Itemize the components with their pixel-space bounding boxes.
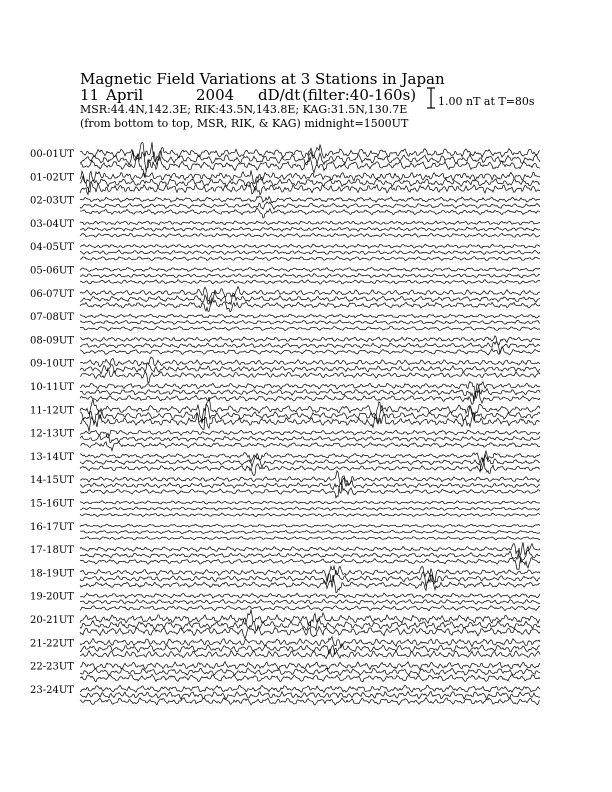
trace-msr	[80, 413, 540, 432]
scale-bar	[427, 88, 435, 108]
trace-rik	[80, 274, 540, 278]
trace-kag	[80, 662, 540, 670]
trace-rik	[80, 692, 540, 700]
trace-kag	[80, 221, 540, 225]
trace-kag	[80, 430, 540, 438]
date-year: 2004	[196, 86, 235, 104]
trace-rows	[30, 142, 540, 705]
trace-kag	[80, 501, 540, 504]
trace-rik	[80, 454, 540, 470]
trace-msr	[80, 459, 540, 476]
trace-rik	[80, 433, 540, 442]
trace-rik	[80, 320, 540, 324]
scale-bar-label: 1.00 nT at T=80s	[438, 95, 535, 108]
station-coordinates: MSR:44.4N,142.3E; RIK:43.5N,143.8E; KAG:31.5N,130.7E	[80, 103, 408, 116]
trace-rik	[80, 250, 540, 254]
row-label: 07-08UT	[30, 312, 74, 324]
row-label: 12-13UT	[30, 428, 74, 440]
row-label: 17-18UT	[30, 545, 74, 557]
trace-rik	[80, 202, 540, 209]
trace-kag	[80, 267, 540, 271]
trace-kag	[80, 397, 540, 421]
date-day: 11	[80, 86, 100, 104]
trace-kag	[80, 593, 540, 598]
row-label: 04-05UT	[30, 242, 74, 254]
trace-rik	[80, 478, 540, 493]
row-label: 22-23UT	[30, 661, 74, 673]
row-label: 08-09UT	[30, 335, 74, 347]
trace-msr	[80, 208, 540, 218]
trace-kag	[80, 196, 540, 203]
trace-rik	[80, 227, 540, 231]
row-label: 16-17UT	[30, 521, 74, 533]
trace-msr	[80, 233, 540, 237]
chart-title: Magnetic Field Variations at 3 Stations in Japan	[80, 70, 445, 88]
row-label: 02-03UT	[30, 195, 74, 207]
trace-rik	[80, 668, 540, 676]
trace-msr	[80, 442, 540, 451]
station-order-note: (from bottom to top, MSR, RIK, & KAG) midnight=1500UT	[80, 117, 409, 130]
trace-msr	[80, 513, 540, 517]
trace-kag	[80, 524, 540, 527]
trace-msr	[80, 536, 540, 540]
trace-msr	[80, 558, 540, 570]
row-label: 11-12UT	[30, 405, 74, 417]
row-label: 00-01UT	[30, 149, 74, 160]
trace-rik	[80, 507, 540, 510]
row-label: 03-04UT	[30, 218, 74, 230]
trace-msr	[80, 575, 540, 593]
trace-kag	[80, 170, 540, 183]
trace-msr	[80, 605, 540, 610]
row-label: 09-10UT	[30, 358, 74, 370]
trace-kag	[80, 142, 540, 161]
row-label: 19-20UT	[30, 591, 74, 603]
trace-kag	[80, 542, 540, 558]
trace-kag	[80, 685, 540, 692]
row-label: 21-22UT	[30, 638, 74, 650]
trace-kag	[80, 287, 540, 301]
trace-msr	[80, 674, 540, 681]
row-label: 18-19UT	[30, 568, 74, 580]
trace-msr	[80, 698, 540, 706]
row-label: 20-21UT	[30, 615, 74, 626]
row-label: 23-24UT	[30, 684, 74, 696]
trace-rik	[80, 530, 540, 533]
row-label: 10-11UT	[30, 382, 74, 393]
unit-label: dD/dt	[258, 86, 301, 104]
trace-msr	[80, 256, 540, 260]
trace-kag	[80, 451, 540, 464]
row-label: 05-06UT	[30, 265, 74, 277]
row-label: 06-07UT	[30, 288, 74, 300]
trace-rik	[80, 363, 540, 374]
trace-msr	[80, 625, 540, 638]
trace-msr	[80, 155, 540, 178]
trace-kag	[80, 314, 540, 318]
date-month: April	[106, 86, 144, 104]
trace-msr	[80, 326, 540, 330]
row-label: 13-14UT	[30, 451, 74, 463]
trace-kag	[80, 244, 540, 248]
row-label: 14-15UT	[30, 475, 74, 487]
trace-msr	[80, 280, 540, 285]
row-label: 15-16UT	[30, 498, 74, 510]
filter-label: (filter:40-160s)	[302, 86, 417, 104]
trace-msr	[80, 347, 540, 355]
trace-kag	[80, 471, 540, 485]
row-label: 01-02UT	[30, 172, 74, 184]
trace-msr	[80, 369, 540, 383]
trace-kag	[80, 637, 540, 648]
trace-rik	[80, 176, 540, 192]
trace-rik	[80, 599, 540, 604]
